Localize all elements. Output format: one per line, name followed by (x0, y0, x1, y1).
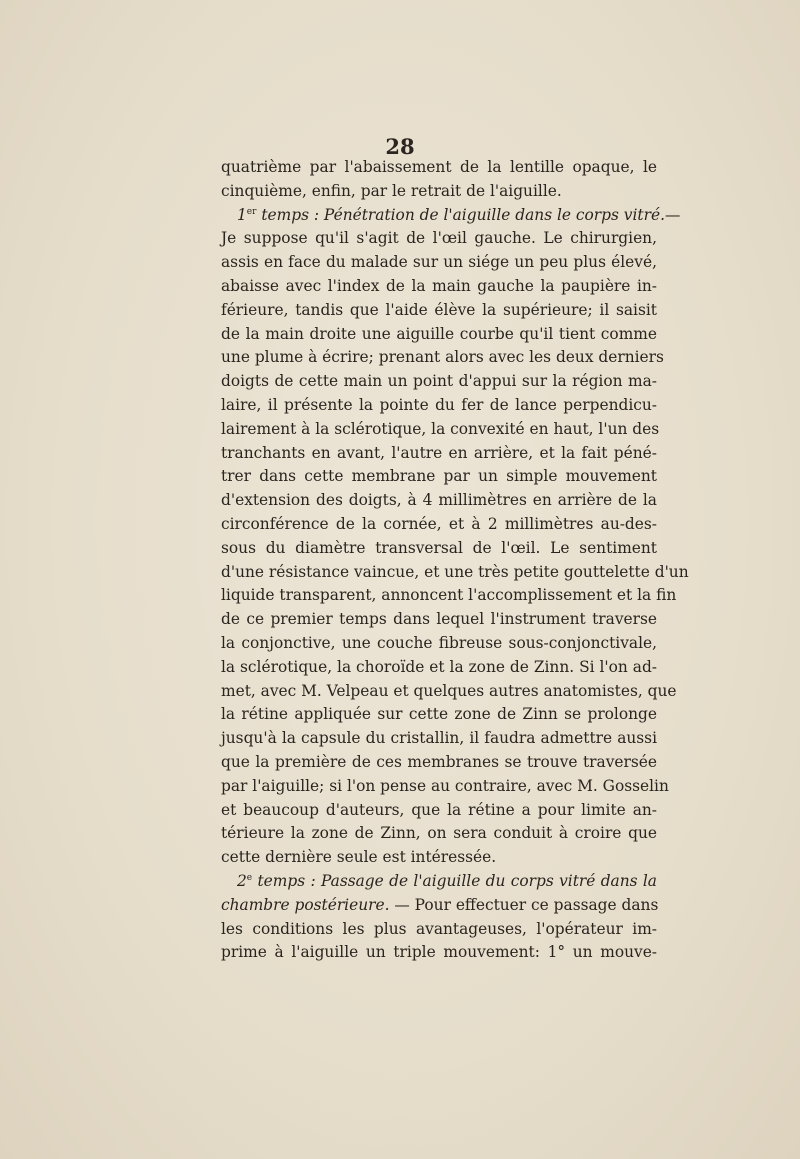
text-line: férieure, tandis que l'aide élève la supérieure; il saisit (221, 300, 657, 319)
text-line: jusqu'à la capsule du cristallin, il faudra admettre aussi (221, 729, 657, 748)
text-line: sous du diamètre transversal de l'œil. Le sentiment (221, 538, 657, 557)
text-line: liquide transparent, annoncent l'accomplissement et la fin (221, 586, 677, 605)
text-line: laire, il présente la pointe du fer de lance perpendicu- (221, 395, 657, 414)
heading-title: temps : Passage de l'aiguille du corps vitré dans la (252, 871, 657, 890)
text-line: circonférence de la cornée, et à 2 millimètres au-des- (221, 514, 657, 533)
page-number: 28 (385, 134, 415, 159)
heading-number: 1 (237, 205, 247, 224)
text-line: prime à l'aiguille un triple mouvement: 1° un mouve- (221, 943, 657, 962)
heading-text-rest: — Pour effectuer ce passage dans (389, 895, 659, 914)
text-line: la rétine appliquée sur cette zone de Zinn se prolonge (221, 705, 657, 724)
section-heading-2-continued (221, 894, 657, 918)
text-line: la sclérotique, la choroïde et la zone de Zinn. Si l'on ad- (221, 657, 657, 676)
text-line: abaisse avec l'index de la main gauche la paupière in- (221, 276, 657, 295)
text-line: les conditions les plus avantageuses, l'opérateur im- (221, 919, 657, 938)
heading-dash: — (664, 205, 681, 224)
text-line: trer dans cette membrane par un simple mouvement (221, 467, 657, 486)
text-line: doigts de cette main un point d'appui sur la région ma- (221, 372, 657, 391)
text-line: Je suppose qu'il s'agit de l'œil gauche. Le chirurgien, (221, 229, 657, 248)
heading-title-cont: chambre postérieure. (221, 895, 390, 914)
text-line: tranchants en avant, l'autre en arrière, et la fait péné- (221, 443, 657, 462)
section-heading-1 (221, 204, 681, 228)
text-line: cette dernière seule est intéressée. (221, 848, 497, 867)
heading-number: 2 (237, 871, 247, 890)
text-line: par l'aiguille; si l'on pense au contraire, avec M. Gosselin (221, 776, 669, 795)
body-text (221, 156, 689, 965)
text-line: que la première de ces membranes se trouve traversée (221, 752, 657, 771)
text-line: la conjonctive, une couche fibreuse sous-conjonctivale, (221, 633, 657, 652)
text-line: d'une résistance vaincue, et une très petite gouttelette d'un (221, 562, 689, 581)
text-line: met, avec M. Velpeau et quelques autres anatomistes, que (221, 681, 677, 700)
heading-ordinal: er (246, 206, 257, 217)
heading-ordinal: e (246, 872, 253, 883)
heading-title: temps : Pénétration de l'aiguille dans le corps vitré. (256, 205, 665, 224)
text-line: et beaucoup d'auteurs, que la rétine a pour limite an- (221, 800, 657, 819)
text-line: cinquième, enfin, par le retrait de l'aiguille. (221, 181, 562, 200)
text-line: de la main droite une aiguille courbe qu'il tient comme (221, 324, 657, 343)
text-line: térieure la zone de Zinn, on sera conduit à croire que (221, 824, 657, 843)
text-line: de ce premier temps dans lequel l'instrument traverse (221, 610, 657, 629)
text-line: une plume à écrire; prenant alors avec les deux derniers (221, 348, 664, 367)
text-line: lairement à la sclérotique, la convexité en haut, l'un des (221, 419, 660, 438)
text-line: quatrième par l'abaissement de la lentille opaque, le (221, 158, 657, 176)
section-heading-2 (221, 870, 657, 894)
text-line: d'extension des doigts, à 4 millimètres en arrière de la (221, 491, 657, 510)
text-line: assis en face du malade sur un siége un peu plus élevé, (221, 253, 657, 272)
